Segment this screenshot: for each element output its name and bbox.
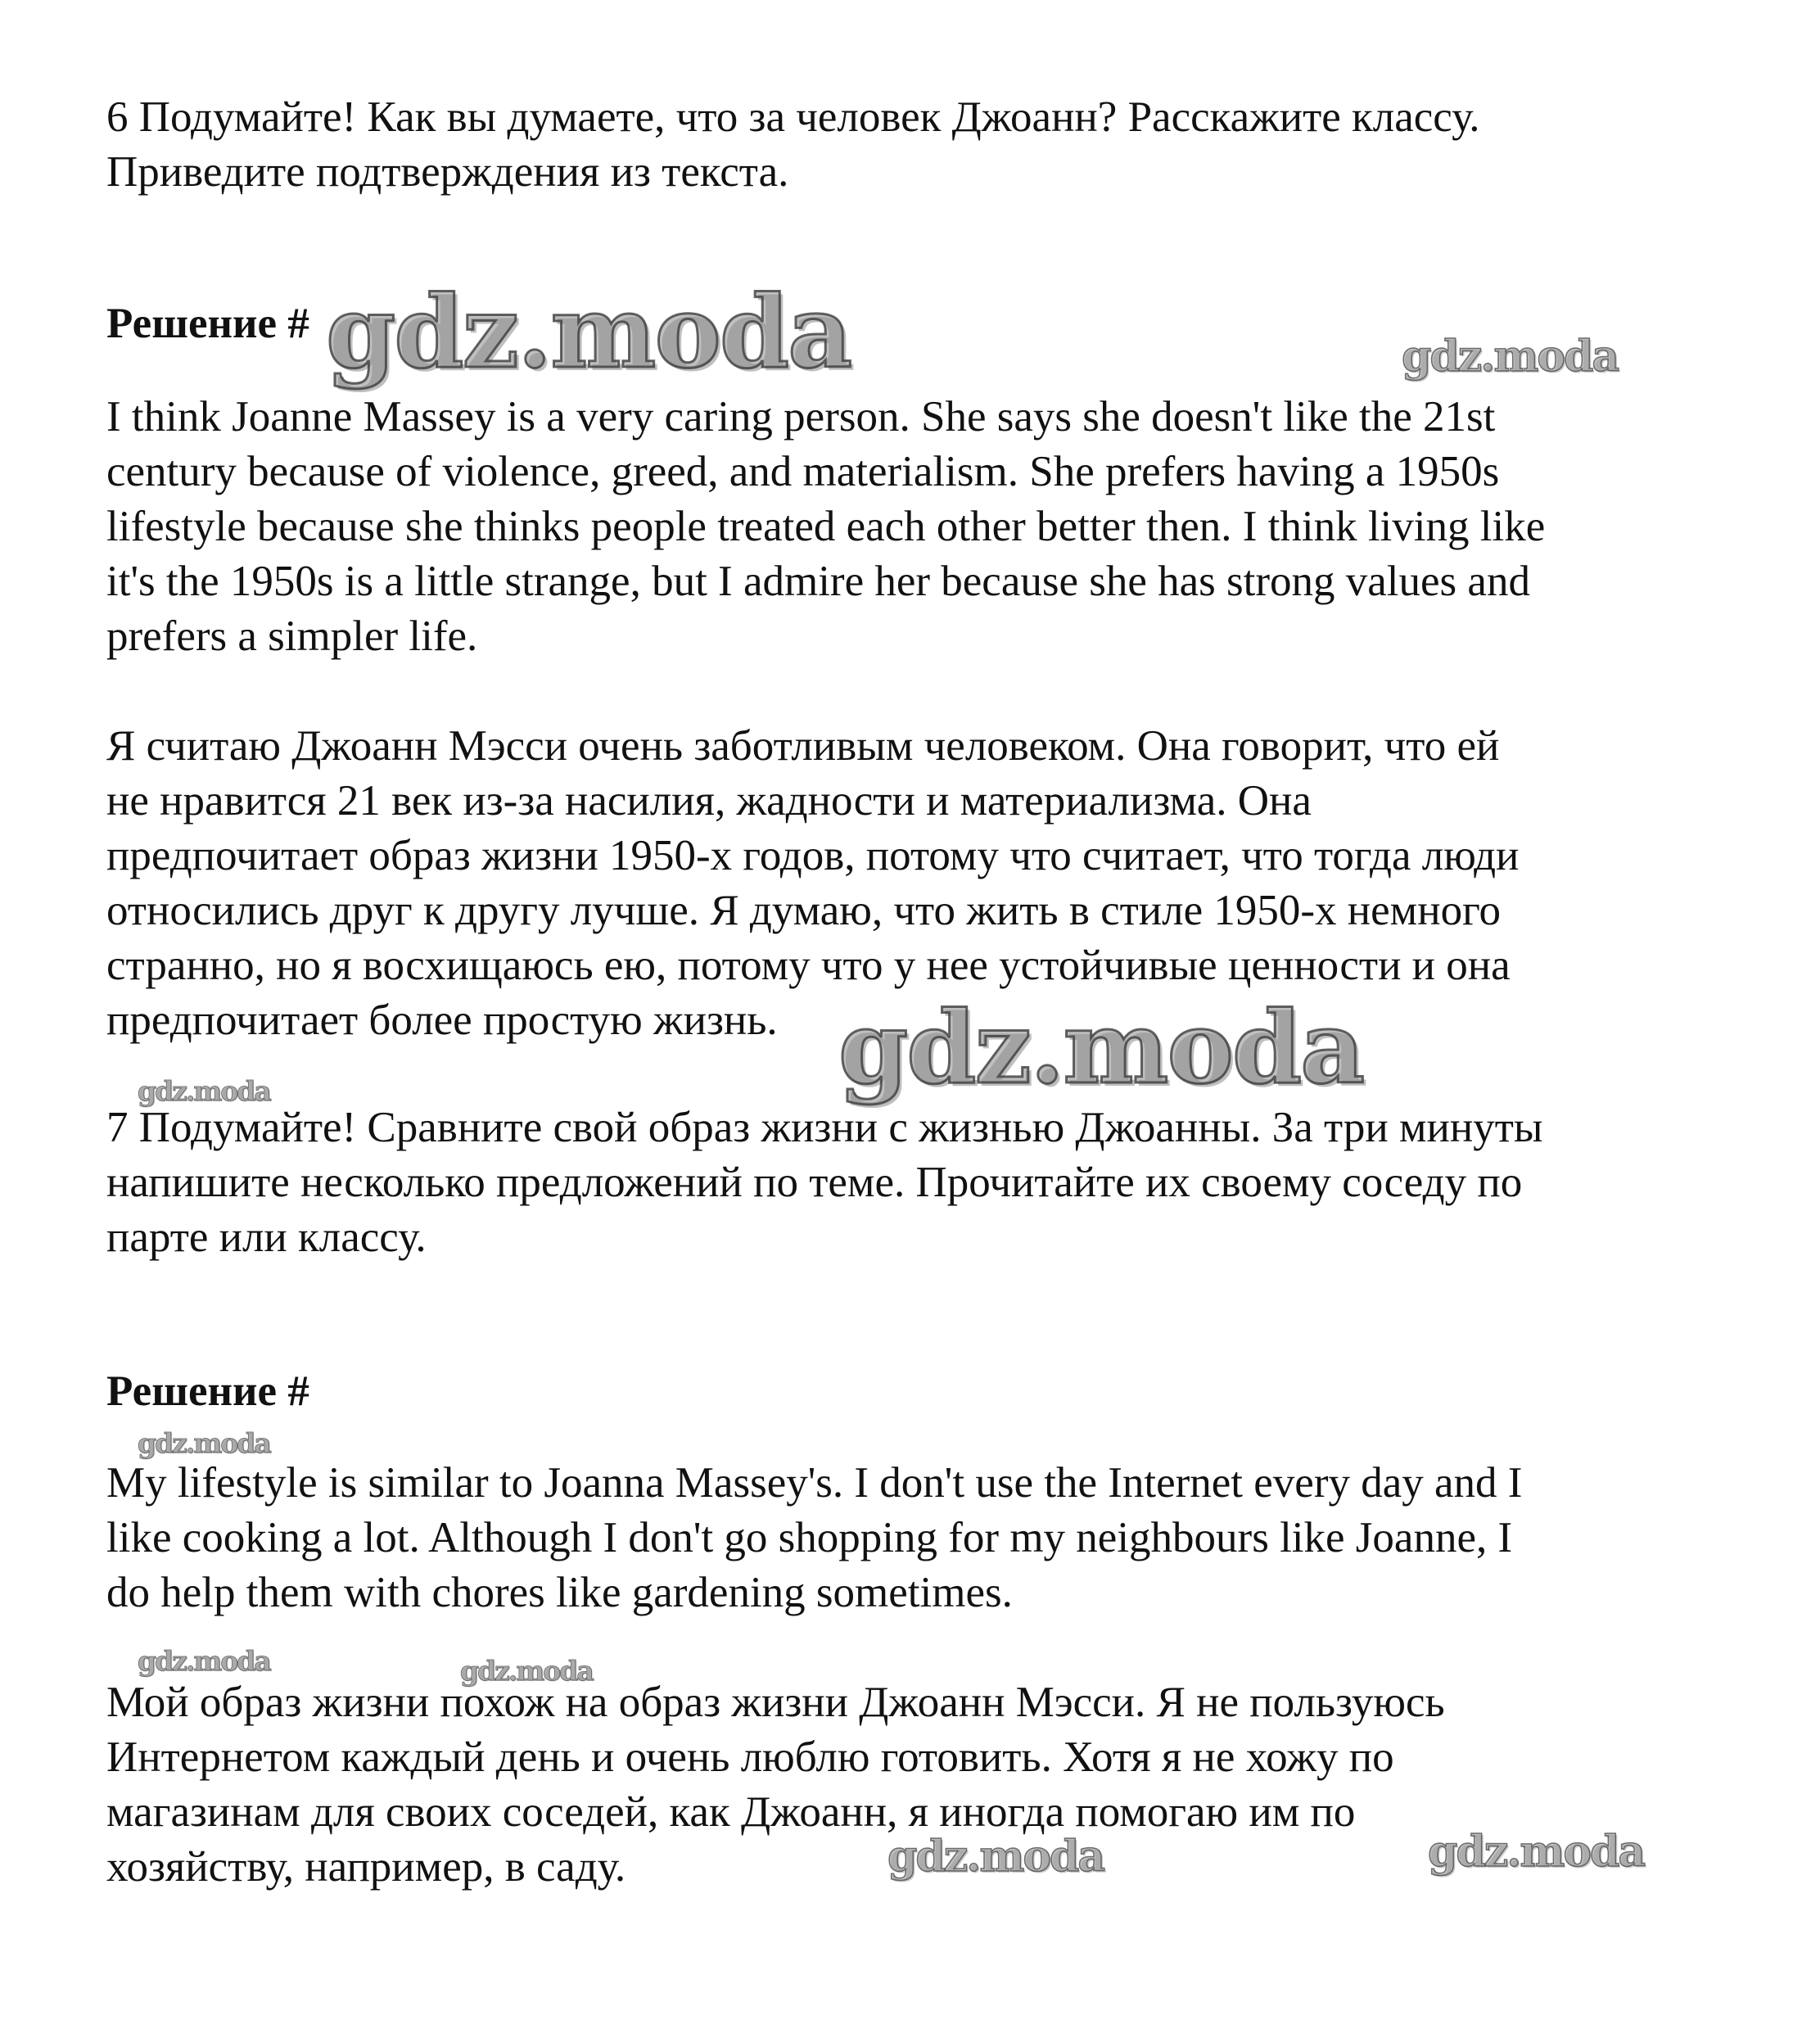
- watermark-logo: gdz.moda: [326, 273, 851, 391]
- solution-6-english-line: prefers a simpler life.: [106, 612, 478, 660]
- task-6-text: [106, 90, 1711, 200]
- task-7-text: [106, 1100, 1711, 1265]
- solution-7-english-line: like cooking a lot. Although I don't go shopping for my neighbours like Joanne, I: [106, 1514, 1513, 1561]
- solution-6-russian-line: относились друг к другу лучше. Я думаю, что жить в стиле 1950-х немного: [106, 887, 1501, 934]
- watermark-logo: gdz.moda: [1428, 1827, 1645, 1877]
- task-7-line: 7 Подумайте! Сравните свой образ жизни с жизнью Джоанны. За три минуты: [106, 1104, 1543, 1151]
- solution-7-english-line: My lifestyle is similar to Joanna Massey's. I don't use the Internet every day and I: [106, 1459, 1523, 1507]
- solution-7-english: [106, 1456, 1711, 1620]
- watermark-logo: gdz.moda: [138, 1427, 270, 1459]
- solution-6-russian-line: предпочитает более простую жизнь.: [106, 996, 778, 1044]
- solution-6-russian-line: не нравится 21 век из-за насилия, жадности и материализма. Она: [106, 777, 1312, 825]
- watermark-logo: gdz.moda: [460, 1655, 593, 1687]
- solution-7-english-line: do help them with chores like gardening sometimes.: [106, 1569, 1013, 1616]
- task-7-line: напишите несколько предложений по теме. Прочитайте их своему соседу по: [106, 1159, 1523, 1206]
- task-6-line: 6 Подумайте! Как вы думаете, что за человек Джоанн? Расскажите классу.: [106, 93, 1480, 141]
- solution-6-russian-line: странно, но я восхищаюсь ею, потому что у нее устойчивые ценности и она: [106, 942, 1511, 989]
- solution-7-russian-line: хозяйству, например, в саду.: [106, 1843, 626, 1891]
- watermark-logo: gdz.moda: [838, 988, 1364, 1106]
- solution-7-russian-line: Интернетом каждый день и очень люблю готовить. Хотя я не хожу по: [106, 1733, 1394, 1781]
- solution-6-english-line: century because of violence, greed, and materialism. She prefers having a 1950s: [106, 448, 1500, 495]
- solution-7-russian-line: магазинам для своих соседей, как Джоанн, я иногда помогаю им по: [106, 1788, 1356, 1836]
- watermark-logo: gdz.moda: [1402, 332, 1619, 382]
- solution-7-russian-line: Мой образ жизни похож на образ жизни Джоанн Мэсси. Я не пользуюсь: [106, 1679, 1445, 1726]
- solution-7-heading: Решение #: [106, 1367, 309, 1415]
- solution-6-english-line: lifestyle because she thinks people treated each other better then. I think living like: [106, 503, 1546, 550]
- solution-6-russian-line: предпочитает образ жизни 1950-х годов, потому что считает, что тогда люди: [106, 832, 1520, 879]
- task-6-line: Приведите подтверждения из текста.: [106, 148, 789, 196]
- solution-6-russian-line: Я считаю Джоанн Мэсси очень заботливым человеком. Она говорит, что ей: [106, 722, 1500, 770]
- solution-6-heading: Решение #: [106, 300, 309, 347]
- watermark-logo: gdz.moda: [138, 1075, 270, 1107]
- solution-6-english: [106, 390, 1711, 664]
- solution-6-english-line: it's the 1950s is a little strange, but I admire her because she has strong values and: [106, 558, 1530, 605]
- task-7-line: парте или классу.: [106, 1213, 427, 1261]
- watermark-logo: gdz.moda: [887, 1832, 1104, 1882]
- watermark-logo: gdz.moda: [138, 1645, 270, 1677]
- solution-6-english-line: I think Joanne Massey is a very caring person. She says she doesn't like the 21st: [106, 393, 1496, 441]
